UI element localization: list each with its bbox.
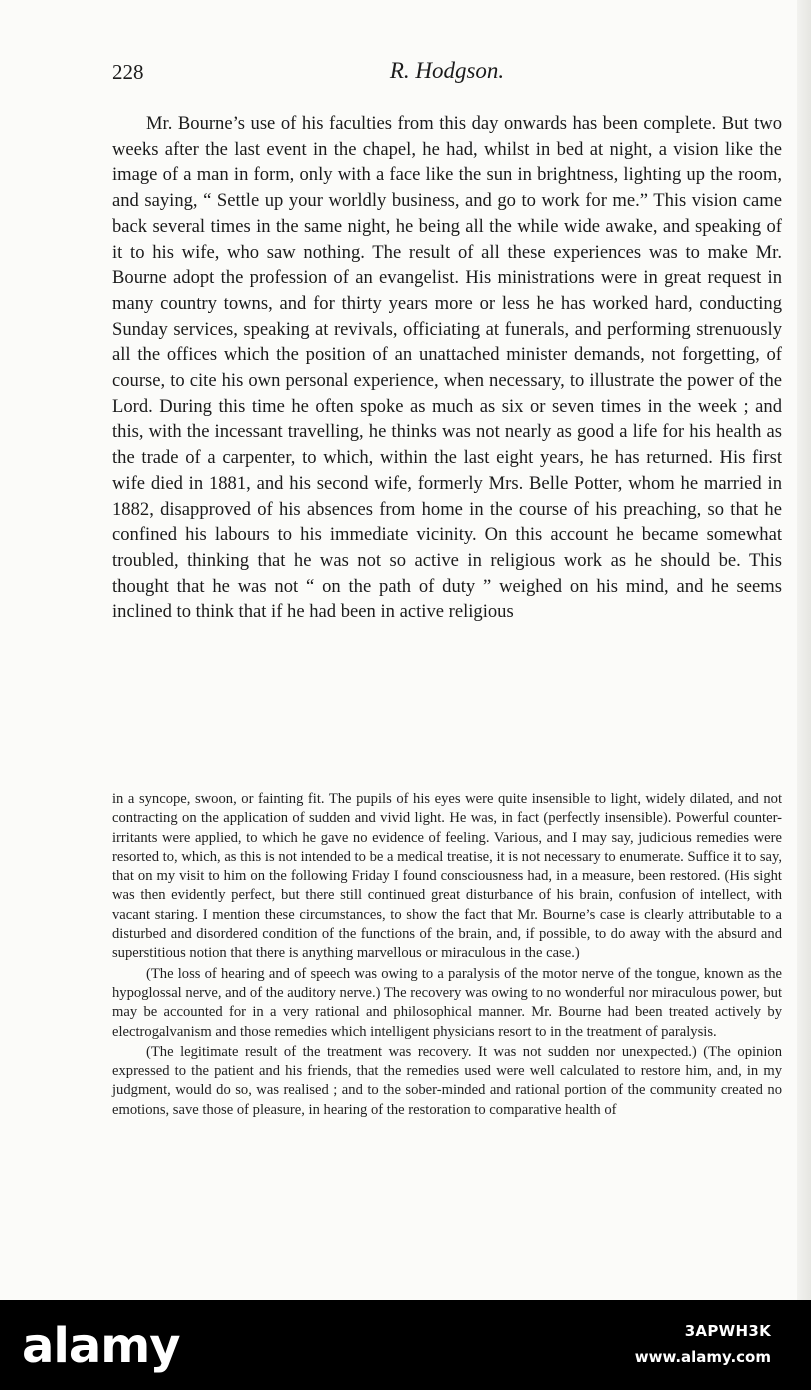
- page-edge-shadow: [797, 0, 811, 1300]
- footnote-paragraph: (The loss of hearing and of speech was owing to a paralysis of the motor nerve of the tongue, known as the hypoglossal nerve, and of the auditory nerve.) The recovery was owing to no wonderful nor miraculous power, but may be accounted for in a very rational and philosophical manner. Mr. Bourne had been treated actively by electrogalvanism and those remedies which intelligent physicians resort to in the treatment of paralysis.: [112, 965, 782, 1040]
- banner-info: [571, 1320, 771, 1368]
- footnote-paragraph: in a syncope, swoon, or fainting fit. The pupils of his eyes were quite insensible to light, widely dilated, and not contracting on the application of sudden and vivid light. He was, in fact (perfectly insensible). Powerful counter-irritants were applied, to which he gave no evidence of feeling. Various, and I may say, judicious remedies were resorted to, which, as this is not intended to be a medical treatise, it is not necessary to enumerate. Suffice it to say, that on my visit to him on the following Friday I found consciousness had, in a measure, been restored. (His sight was then evidently perfect, but there still continued great disturbance of his brain, confusion of intellect, with vacant staring. I mention these circumstances, to show the fact that Mr. Bourne’s case is clearly attributable to a disturbed and disordered condition of the functions of the brain, and, if possible, to do away with the absurd and superstitious notion that there is anything marvellous or miraculous in the case.): [112, 791, 782, 962]
- page-header: [112, 58, 782, 90]
- image-id: 3APWH3K: [684, 1322, 771, 1340]
- site-url[interactable]: www.alamy.com: [634, 1348, 771, 1366]
- alamy-logo: alamy: [22, 1318, 180, 1374]
- main-text: [112, 111, 782, 625]
- footnote-paragraph: (The legitimate result of the treatment was recovery. It was not sudden nor unexpected.) (The opinion expressed to the patient and his friends, that the remedies used were well calculated to restore him, and, in my judgment, would do so, was realised ; and to the sober-minded and rational portion of the community created no emotions, save those of pleasure, in hearing of the restoration to comparative health of: [112, 1043, 782, 1118]
- stock-watermark-banner: [0, 1300, 811, 1390]
- running-head: R. Hodgson.: [389, 58, 505, 83]
- page-number: 228: [112, 60, 144, 84]
- body-paragraph: Mr. Bourne’s use of his faculties from this day onwards has been complete. But two weeks after the last event in the chapel, he had, whilst in bed at night, a vision like the image of a man in form, only with a face like the sun in brightness, lighting up the room, and saying, “ Settle up your worldly business, and go to work for me.” This vision came back several times in the same night, he being all the while wide awake, and speaking of it to his wife, who saw nothing. The result of all these experiences was to make Mr. Bourne adopt the profession of an evangelist. His ministrations were in great request in many country towns, and for thirty years more or less he has worked hard, conducting Sunday services, speaking at revivals, officiating at funerals, and performing strenuously all the offices which the position of an unattached minister demands, not forgetting, of course, to cite his own personal experience, when necessary, to illustrate the power of the Lord. During this time he often spoke as much as six or seven times in the week ; and this, with the incessant travelling, he thinks was not nearly as good a life for his health as the trade of a carpenter, to which, within the last eight years, he has returned. His first wife died in 1881, and his second wife, formerly Mrs. Belle Potter, whom he married in 1882, disapproved of his absences from home in the course of his preaching, so that he confined his labours to his immediate vicinity. On this account he became somewhat troubled, thinking that he was not so active in religious work as he should be. This thought that he was not “ on the path of duty ” weighed on his mind, and he seems inclined to think that if he had been in active religious: [112, 113, 782, 623]
- footnote: [112, 790, 782, 1120]
